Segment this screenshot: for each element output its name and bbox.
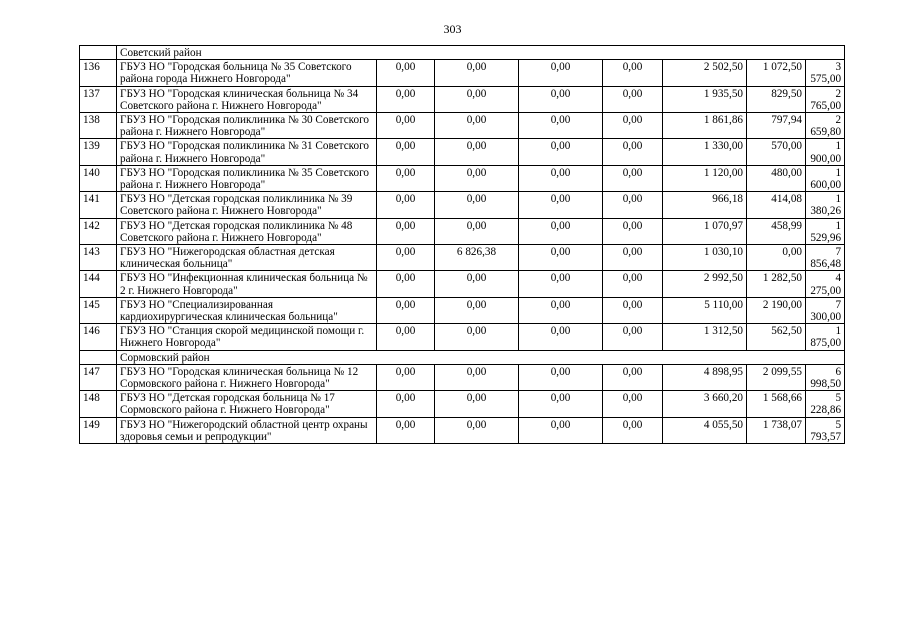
value-cell-col-6: 1 738,07 (747, 417, 806, 443)
value-cell-col-4: 0,00 (603, 139, 663, 165)
value-cell-col-3: 0,00 (519, 391, 603, 417)
value-cell-col-6: 0,00 (747, 245, 806, 271)
value-cell-col-5: 2 992,50 (663, 271, 747, 297)
value-cell-col-5: 5 110,00 (663, 297, 747, 323)
value-cell-col-4: 0,00 (603, 86, 663, 112)
value-cell-col-1: 0,00 (377, 364, 435, 390)
value-cell-col-6: 829,50 (747, 86, 806, 112)
row-number-cell (80, 350, 117, 364)
value-cell-col-3: 0,00 (519, 139, 603, 165)
value-cell-col-4: 0,00 (603, 391, 663, 417)
financing-table (79, 45, 845, 444)
row-number: 148 (80, 391, 117, 417)
table-row (80, 192, 845, 218)
row-number: 143 (80, 245, 117, 271)
institution-name: ГБУЗ НО "Городская больница № 35 Советского района города Нижнего Новгорода" (117, 60, 377, 86)
value-cell-col-3: 0,00 (519, 192, 603, 218)
value-cell-col-4: 0,00 (603, 192, 663, 218)
value-cell-col-3: 0,00 (519, 165, 603, 191)
value-cell-col-5: 1 030,10 (663, 245, 747, 271)
institution-name: ГБУЗ НО "Детская городская поликлиника № 48 Советского района г. Нижнего Новгорода" (117, 218, 377, 244)
value-cell-col-3: 0,00 (519, 364, 603, 390)
table-row (80, 86, 845, 112)
value-cell-col-2: 0,00 (435, 297, 519, 323)
value-cell-col-5: 1 070,97 (663, 218, 747, 244)
value-cell-col-3: 0,00 (519, 271, 603, 297)
table-row (80, 364, 845, 390)
row-number: 136 (80, 60, 117, 86)
value-cell-col-5: 2 502,50 (663, 60, 747, 86)
table-row (80, 165, 845, 191)
value-cell-col-7: 1 875,00 (806, 324, 845, 350)
value-cell-col-2: 0,00 (435, 391, 519, 417)
institution-name: ГБУЗ НО "Городская клиническая больница № 34 Советского района г. Нижнего Новгорода" (117, 86, 377, 112)
value-cell-col-3: 0,00 (519, 218, 603, 244)
institution-name: ГБУЗ НО "Городская поликлиника № 30 Советского района г. Нижнего Новгорода" (117, 113, 377, 139)
value-cell-col-6: 480,00 (747, 165, 806, 191)
value-cell-col-7: 6 998,50 (806, 364, 845, 390)
value-cell-col-3: 0,00 (519, 245, 603, 271)
value-cell-col-6: 1 072,50 (747, 60, 806, 86)
value-cell-col-2: 0,00 (435, 364, 519, 390)
value-cell-col-7: 2 659,80 (806, 113, 845, 139)
institution-name: ГБУЗ НО "Специализированная кардиохирургическая клиническая больница" (117, 297, 377, 323)
value-cell-col-2: 0,00 (435, 139, 519, 165)
table-row (80, 113, 845, 139)
value-cell-col-2: 0,00 (435, 86, 519, 112)
value-cell-col-1: 0,00 (377, 245, 435, 271)
table-row (80, 391, 845, 417)
institution-name: ГБУЗ НО "Городская поликлиника № 35 Советского района г. Нижнего Новгорода" (117, 165, 377, 191)
value-cell-col-3: 0,00 (519, 60, 603, 86)
value-cell-col-1: 0,00 (377, 218, 435, 244)
value-cell-col-6: 2 190,00 (747, 297, 806, 323)
value-cell-col-4: 0,00 (603, 297, 663, 323)
value-cell-col-3: 0,00 (519, 113, 603, 139)
row-number: 146 (80, 324, 117, 350)
value-cell-col-5: 4 898,95 (663, 364, 747, 390)
value-cell-col-1: 0,00 (377, 391, 435, 417)
value-cell-col-7: 1 600,00 (806, 165, 845, 191)
value-cell-col-4: 0,00 (603, 324, 663, 350)
row-number: 147 (80, 364, 117, 390)
value-cell-col-7: 1 380,26 (806, 192, 845, 218)
value-cell-col-2: 0,00 (435, 113, 519, 139)
value-cell-col-2: 0,00 (435, 417, 519, 443)
institution-name: ГБУЗ НО "Городская поликлиника № 31 Советского района г. Нижнего Новгорода" (117, 139, 377, 165)
row-number: 138 (80, 113, 117, 139)
value-cell-col-1: 0,00 (377, 60, 435, 86)
value-cell-col-1: 0,00 (377, 86, 435, 112)
value-cell-col-2: 0,00 (435, 324, 519, 350)
value-cell-col-7: 1 900,00 (806, 139, 845, 165)
institution-name: ГБУЗ НО "Станция скорой медицинской помощи г. Нижнего Новгорода" (117, 324, 377, 350)
value-cell-col-1: 0,00 (377, 192, 435, 218)
value-cell-col-5: 1 935,50 (663, 86, 747, 112)
institution-name: ГБУЗ НО "Детская городская поликлиника № 39 Советского района г. Нижнего Новгорода" (117, 192, 377, 218)
value-cell-col-5: 3 660,20 (663, 391, 747, 417)
value-cell-col-7: 2 765,00 (806, 86, 845, 112)
value-cell-col-5: 1 120,00 (663, 165, 747, 191)
row-number: 144 (80, 271, 117, 297)
value-cell-col-3: 0,00 (519, 417, 603, 443)
value-cell-col-4: 0,00 (603, 364, 663, 390)
value-cell-col-6: 458,99 (747, 218, 806, 244)
value-cell-col-7: 1 529,96 (806, 218, 845, 244)
value-cell-col-2: 0,00 (435, 218, 519, 244)
value-cell-col-1: 0,00 (377, 139, 435, 165)
value-cell-col-5: 1 312,50 (663, 324, 747, 350)
value-cell-col-4: 0,00 (603, 417, 663, 443)
institution-name: ГБУЗ НО "Нижегородская областная детская клиническая больница" (117, 245, 377, 271)
row-number: 141 (80, 192, 117, 218)
table-body (80, 46, 845, 444)
district-section-row (80, 46, 845, 60)
value-cell-col-2: 0,00 (435, 271, 519, 297)
value-cell-col-6: 2 099,55 (747, 364, 806, 390)
value-cell-col-7: 7 856,48 (806, 245, 845, 271)
value-cell-col-3: 0,00 (519, 324, 603, 350)
value-cell-col-5: 1 330,00 (663, 139, 747, 165)
value-cell-col-5: 966,18 (663, 192, 747, 218)
table-row (80, 417, 845, 443)
value-cell-col-3: 0,00 (519, 297, 603, 323)
row-number: 145 (80, 297, 117, 323)
value-cell-col-3: 0,00 (519, 86, 603, 112)
value-cell-col-2: 0,00 (435, 60, 519, 86)
institution-name: ГБУЗ НО "Городская клиническая больница № 12 Сормовского района г. Нижнего Новгорода" (117, 364, 377, 390)
district-section-row (80, 350, 845, 364)
district-title: Сормовский район (117, 350, 845, 364)
value-cell-col-1: 0,00 (377, 113, 435, 139)
value-cell-col-7: 7 300,00 (806, 297, 845, 323)
table-row (80, 139, 845, 165)
value-cell-col-6: 570,00 (747, 139, 806, 165)
table-row (80, 297, 845, 323)
table-row (80, 218, 845, 244)
value-cell-col-7: 4 275,00 (806, 271, 845, 297)
value-cell-col-2: 0,00 (435, 192, 519, 218)
row-number: 139 (80, 139, 117, 165)
value-cell-col-1: 0,00 (377, 165, 435, 191)
value-cell-col-6: 562,50 (747, 324, 806, 350)
value-cell-col-4: 0,00 (603, 218, 663, 244)
table-row (80, 271, 845, 297)
page-number: 303 (443, 22, 462, 36)
value-cell-col-4: 0,00 (603, 271, 663, 297)
row-number: 142 (80, 218, 117, 244)
value-cell-col-2: 6 826,38 (435, 245, 519, 271)
value-cell-col-4: 0,00 (603, 60, 663, 86)
value-cell-col-7: 5 228,86 (806, 391, 845, 417)
row-number: 137 (80, 86, 117, 112)
value-cell-col-1: 0,00 (377, 271, 435, 297)
row-number: 140 (80, 165, 117, 191)
row-number-cell (80, 46, 117, 60)
value-cell-col-5: 4 055,50 (663, 417, 747, 443)
value-cell-col-6: 1 282,50 (747, 271, 806, 297)
value-cell-col-6: 797,94 (747, 113, 806, 139)
value-cell-col-6: 1 568,66 (747, 391, 806, 417)
value-cell-col-2: 0,00 (435, 165, 519, 191)
value-cell-col-7: 3 575,00 (806, 60, 845, 86)
value-cell-col-1: 0,00 (377, 417, 435, 443)
value-cell-col-1: 0,00 (377, 297, 435, 323)
institution-name: ГБУЗ НО "Детская городская больница № 17 Сормовского района г. Нижнего Новгорода" (117, 391, 377, 417)
table-row (80, 245, 845, 271)
table-row (80, 60, 845, 86)
value-cell-col-4: 0,00 (603, 165, 663, 191)
value-cell-col-6: 414,08 (747, 192, 806, 218)
value-cell-col-5: 1 861,86 (663, 113, 747, 139)
institution-name: ГБУЗ НО "Инфекционная клиническая больница № 2 г. Нижнего Новгорода" (117, 271, 377, 297)
value-cell-col-1: 0,00 (377, 324, 435, 350)
value-cell-col-4: 0,00 (603, 245, 663, 271)
row-number: 149 (80, 417, 117, 443)
value-cell-col-4: 0,00 (603, 113, 663, 139)
value-cell-col-7: 5 793,57 (806, 417, 845, 443)
table-row (80, 324, 845, 350)
institution-name: ГБУЗ НО "Нижегородский областной центр охраны здоровья семьи и репродукции" (117, 417, 377, 443)
district-title: Советский район (117, 46, 845, 60)
